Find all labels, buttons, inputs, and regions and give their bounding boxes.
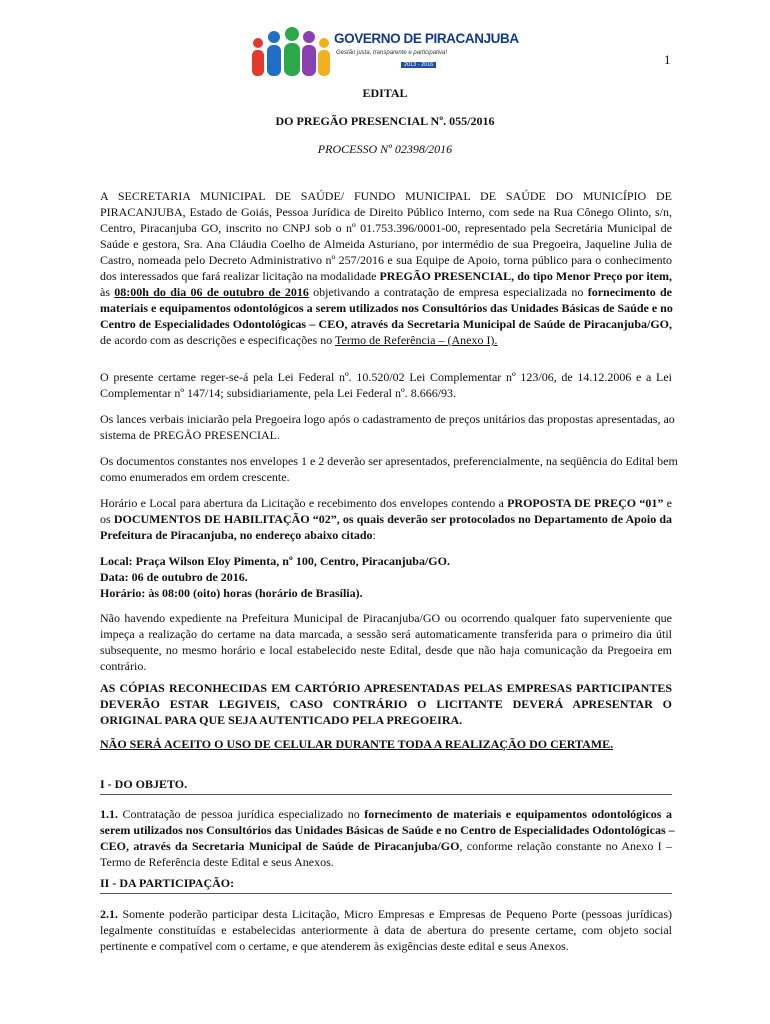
text-line <box>100 268 672 284</box>
cellphone-notice <box>100 736 672 752</box>
text-run: e <box>663 496 672 510</box>
text-run: os <box>100 512 114 526</box>
government-logo <box>246 23 519 78</box>
text-line: ORIGINAL PARA QUE SEJA AUTENTICADO PELA PREGOEIRA. <box>100 713 463 727</box>
section-heading-object: I - DO OBJETO. <box>100 777 672 795</box>
text-run: Prefeitura de Piracanjuba, no endereço abaixo citado <box>100 528 373 542</box>
modality-text: PREGÃO PRESENCIAL, do tipo Menor Preço por item, <box>379 269 672 283</box>
location-block <box>100 553 672 601</box>
text-line: pertinente e compatível com o certame, e que atenderem às exigências deste edital e seus Anexos. <box>100 939 569 953</box>
text-line: PIRACANJUBA, Estado de Goiás, Pessoa Jurídica de Direito Público Interno, com sede na Rua Cônego Olinto, s/n, <box>100 205 672 219</box>
text-run: às <box>100 285 115 299</box>
doc-title: EDITAL <box>362 86 408 100</box>
text-line: A SECRETARIA MUNICIPAL DE SAÚDE/ FUNDO MUNICIPAL DE SAÚDE DO MUNICÍPIO DE <box>100 189 672 203</box>
text-run: PROPOSTA DE PREÇO “01” <box>507 496 664 510</box>
text-run: : <box>372 528 376 542</box>
postponement-paragraph <box>100 610 672 674</box>
text-line: materiais e equipamentos odontológicos a serem utilizados nos Consultórios das Unidades Básicas de Saúde e no <box>100 301 673 315</box>
cellphone-notice-text: NÃO SERÁ ACEITO O USO DE CELULAR DURANTE TODA A REALIZAÇÃO DO CERTAME. <box>100 737 614 751</box>
text-run: dos interessados que fará realizar licitação na modalidade <box>100 269 380 283</box>
text-line: contrário. <box>100 659 147 673</box>
section-heading-participation: II - DA PARTICIPAÇÃO: <box>100 876 672 894</box>
date-line: Data: 06 de outubro de 2016. <box>100 570 248 584</box>
item-number: 1.1. <box>100 807 118 821</box>
intro-paragraph <box>100 188 672 348</box>
text-line: Centro de Especialidades Odontológicas – CEO, através da Secretaria Municipal de Saúde de Piracanjuba/GO, <box>100 317 672 331</box>
annex-reference: Termo de Referência – (Anexo I). <box>335 333 498 347</box>
opening-datetime: 08:00h do dia 06 de outubro de 2016 <box>114 285 309 299</box>
location-line: Local: Praça Wilson Eloy Pimenta, nº 100, Centro, Piracanjuba/GO. <box>100 554 450 568</box>
text-line: AS CÓPIAS RECONHECIDAS EM CARTÓRIO APRESENTADAS PELAS EMPRESAS PARTICIPANTES <box>100 681 672 695</box>
text-line: legalmente constituídas e estabelecidas anteriormente à data de abertura do presente certame, com objeto social <box>100 923 672 937</box>
text-run: Somente poderão participar desta Licitação, Micro Empresas e Empresas de Pequeno Porte (pessoas jurídicas) <box>118 907 672 921</box>
text-line <box>100 284 672 300</box>
text-run: de acordo com as descrições e especificações no <box>100 333 336 347</box>
text-run: objetivando a contratação de empresa especializada no <box>308 285 588 299</box>
text-line: serem utilizados nos Consultórios das Unidades Básicas de Saúde e no Centro de Especialidades Odontológicas – <box>100 823 675 837</box>
text-run: Horário e Local para abertura da Licitação e recebimento dos envelopes contendo a <box>100 496 508 510</box>
text-line <box>100 736 672 752</box>
text-run: fornecimento de materiais e equipamentos odontológicos a <box>364 807 672 821</box>
text-run: CEO, através da Secretaria Municipal de Saúde de Piracanjuba/GO <box>100 839 460 853</box>
legal-basis-paragraph <box>100 369 672 401</box>
text-run: , conforme relação constante no Anexo I – <box>459 839 672 853</box>
text-run: Contratação de pessoa jurídica especializado no <box>118 807 365 821</box>
people-figures-icon <box>246 23 336 78</box>
text-line: Os documentos constantes nos envelopes 1 e 2 deverão ser apresentados, preferencialmente, na seqüência do Edital bem <box>100 454 678 468</box>
copies-notice <box>100 680 672 728</box>
text-run: DOCUMENTOS DE HABILITAÇÃO “02”, os quais deverão ser protocolados no Departamento de Apoio da <box>113 512 672 526</box>
text-line <box>100 332 672 348</box>
doc-subtitle: DO PREGÃO PRESENCIAL Nº. 055/2016 <box>275 114 495 128</box>
text-line <box>100 906 672 922</box>
text-line: impeça a realização do certame na data marcada, a sessão será automaticamente transferida para o primeiro dia útil <box>100 627 672 641</box>
item-number: 2.1. <box>100 907 118 921</box>
documents-paragraph <box>100 453 678 485</box>
logo-years: 2013 - 2016 <box>401 62 436 68</box>
time-line: Horário: às 08:00 (oito) horas (horário de Brasília). <box>100 586 363 600</box>
text-line: Castro, nomeada pelo Decreto Administrativo nº 257/2016 e sua Equipe de Apoio, torna público para o conhecimento <box>100 253 672 267</box>
text-run: fornecimento de <box>587 285 672 299</box>
envelopes-paragraph <box>100 495 672 543</box>
text-line <box>100 838 672 854</box>
process-number: PROCESSO Nº 02398/2016 <box>317 142 453 156</box>
text-line: DEVERÃO ESTAR LEGIVEIS, CASO CONTRÁRIO O LICITANTE DEVERÁ APRESENTAR O <box>100 697 672 711</box>
text-line <box>100 511 672 527</box>
bids-paragraph <box>100 411 675 443</box>
text-line: subsequente, no mesmo horário e local estabelecido neste Edital, desde que não haja comunicação da Pregoeira em <box>100 643 672 657</box>
text-line: sistema de PREGÃO PRESENCIAL. <box>100 428 280 442</box>
object-paragraph <box>100 806 675 870</box>
text-line: Centro, Piracanjuba GO, inscrito no CNPJ sob o nº 01.753.396/0001-00, representado pela Secretária Municipal de <box>100 221 672 235</box>
text-line <box>100 527 672 543</box>
text-line: como enumerados em ordem crescente. <box>100 470 290 484</box>
page-number: 1 <box>664 52 671 67</box>
logo-slogan: Gestão justa, transparente e participativa! <box>336 50 448 56</box>
text-line: Saúde e gestora, Sra. Ana Cláudia Coelho de Almeida Asturiano, por intermédio de sua Pregoeira, Jaqueline Julia de <box>100 237 672 251</box>
text-line <box>100 806 672 822</box>
text-line: Complementar nº 147/14; subsidiariamente, pela Lei Federal nº. 8.666/93. <box>100 386 457 400</box>
text-line: Os lances verbais iniciarão pela Pregoeira logo após o cadastramento de preços unitários das propostas apresentadas, ao <box>100 412 675 426</box>
participation-paragraph <box>100 906 672 954</box>
logo-title: GOVERNO DE PIRACANJUBA <box>334 31 519 46</box>
text-line: Termo de Referência deste Edital e seus Anexos. <box>100 855 334 869</box>
text-line <box>100 495 672 511</box>
text-line: Não havendo expediente na Prefeitura Municipal de Piracanjuba/GO ou ocorrendo qualquer fato superveniente que <box>100 611 672 625</box>
text-line: O presente certame reger-se-á pela Lei Federal nº. 10.520/02 Lei Complementar nº 123/06, de 14.12.2006 e a Lei <box>100 370 672 384</box>
